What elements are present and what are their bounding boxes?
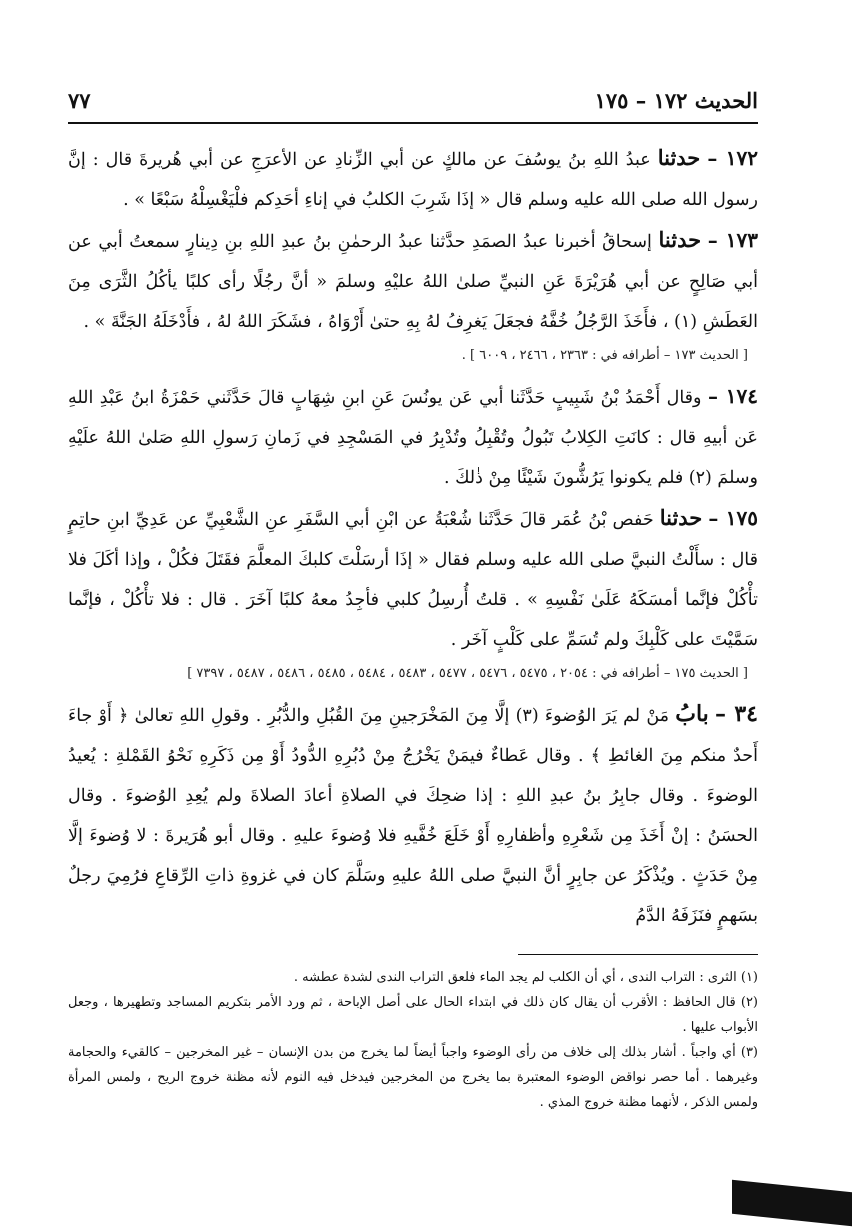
page-number: ٧٧	[68, 87, 91, 113]
footnote-1: (١) الثرى : التراب الندى ، أي أن الكلب لم يجد الماء فلعق التراب الندى لشدة عطشه .	[293, 970, 758, 985]
hadith-number: ١٧٥ –	[708, 506, 758, 530]
hadith-175	[68, 498, 758, 660]
scan-corner-mark	[732, 1180, 852, 1227]
running-title: الحديث ١٧٢ – ١٧٥	[594, 87, 758, 113]
footnote-2: (٢) قال الحافظ : الأقرب أن يقال كان ذلك في ابتداء الحال على أصل الإباحة ، ثم ورد الأمر بتكريم المساجد وتطهيرها ، وجعل الأبواب عليها .	[68, 995, 758, 1035]
hadith-number: ١٧٢ –	[707, 146, 758, 170]
hadith-text: عبدُ اللهِ بنُ يوسُفَ عن مالكٍ عن أبي الزِّنادِ عن الأعرَجِ عن أبي هُريرةَ قال : إنَّ رسول الله صلى الله عليه وسلم قال « إذَا شَرِبَ الكلبُ في إناءِ أحَدِكم فلْيَغْسِلْهُ سَبْعًا » .	[68, 150, 758, 210]
hadith-cross-reference: [ الحديث ١٧٥ – أطرافه في : ٢٠٥٤ ، ٥٤٧٥ ، ٥٤٧٦ ، ٥٤٧٧ ، ٥٤٨٣ ، ٥٤٨٤ ، ٥٤٨٥ ، ٥٤٨٦ ، ٥٤٨٧ ، ٧٣٩٧ ]	[187, 666, 748, 681]
hadith-cross-reference: [ الحديث ١٧٣ – أطرافه في : ٢٣٦٣ ، ٢٤٦٦ ، ٦٠٠٩ ] .	[461, 348, 748, 363]
hadith-text: حَفص بْنُ عُمَر قالَ حَدَّثَنا شُعْبَةُ عن ابْنِ أبي السَّفَرِ عنِ الشَّعْبِيِّ عن عَدِيِّ ابنِ حاتِمٍ قال : سأَلْتُ النبيَّ صلى الله عليه وسلم فقال « إذَا أرسَلْتَ كلبكَ المعلَّمَ فقَتَلَ فكُلْ ، وإذا أكَلَ فلا تأْكُلْ فإنَّما أمسَكَهُ عَلَىٰ نَفْسِهِ » . قلتُ أُرسِلُ كلبي فأجِدُ معهُ كلبًا آخَرَ . قال : فلا تأْكُلْ ، فإنَّما سَمَّيْتَ على كَلْبِكَ ولم تُسَمِّ على كَلْبٍ آخَر .	[68, 510, 758, 650]
chapter-keyword: بابُ	[675, 701, 709, 727]
footnote-3: (٣) أي واجباً . أشار بذلك إلى خلاف من رأى الوضوء واجباً أيضاً لما يخرج من بدن الإنسان – غير المخرجين – كالقيء والحجامة وغيرهما . أما حصر نواقض الوضوء المعتبرة بما يخرج من المخرجين فيدخل فيه النوم لأنه مظنة خروج الريح ، ولمس المرأة ولمس الذكر ، لأنهما مظنة خروج المذي .	[68, 1045, 758, 1110]
hadith-text: إسحاقُ أخبرنا عبدُ الصمَدِ حدَّثنا عبدُ الرحمٰنِ بنُ عبدِ اللهِ بنِ دِينارٍ سمعتُ أبي عن أبي صَالِحٍ عن أبي هُرَيْرَةَ عَنِ النبيِّ صلىٰ اللهُ عليْهِ وسلمَ « أنَّ رجُلًا رأى كلبًا يأكُلُ الثَّرَى مِنَ العَطَشِ (١) ، فأَخَذَ الرَّجُلُ خُفَّهُ فجعَلَ يَغرِفُ لهُ بِهِ حتىٰ أَرْوَاهُ ، فشَكَرَ اللهُ لهُ ، فأَدْخَلَهُ الجَنَّةَ » .	[68, 232, 758, 332]
hadith-173	[68, 220, 758, 342]
hadith-keyword: حدثنا	[659, 505, 703, 530]
book-page	[68, 78, 758, 1115]
footnote-divider	[518, 954, 758, 955]
hadith-172	[68, 138, 758, 220]
chapter-number: ٣٤ –	[715, 701, 758, 727]
hadith-keyword: حدثنا	[657, 145, 701, 170]
hadith-174	[68, 376, 758, 498]
page-header	[68, 78, 758, 124]
chapter-34	[68, 694, 758, 936]
hadith-keyword: حدثنا	[658, 227, 702, 252]
hadith-number: ١٧٣ –	[707, 228, 758, 252]
chapter-text: مَنْ لم يَرَ الوُضوءَ (٣) إلَّا مِنَ المَخْرَجينِ مِنَ القُبُلِ والدُّبُرِ . وقولِ اللهِ تعالىٰ ﴿ أَوْ جاءَ أَحدٌ منكم مِنَ الغائطِ ﴾ . وقال عَطاءٌ فيمَنْ يَخْرُجُ مِنْ دُبُرِهِ الدُّودُ أَوْ مِن ذَكَرِهِ نَحْوُ القَمْلةِ : يُعيدُ الوضوءَ . وقال جابِرُ بنُ عبدِ اللهِ : إذا ضحِكَ في الصلاةِ أعادَ الصلاةَ ولم يُعِدِ الوُضوءَ . وقال الحسَنُ : إنْ أَخَذَ مِن شَعْرِهِ وأظفارِهِ أَوْ خَلَعَ خُفَّيهِ فلا وُضوءَ عليهِ . وقال أبو هُرَيرةَ : لا وُضوءَ إلَّا مِنْ حَدَثٍ . ويُذْكَرُ عن جابِرٍ أنَّ النبيَّ صلى اللهُ عليهِ وسَلَّمَ كان في غزوةِ ذاتِ الرِّقاعِ فرُمِيَ رجلٌ بسَهمٍ فنَزَفَهُ الدَّمُ	[68, 706, 758, 926]
hadith-text: وقال أَحْمَدُ بْنُ شَبِيبٍ حَدَّثَنا أبي عَن يونُسَ عَنِ ابنِ شِهَابٍ قالَ حَدَّثَني حَمْزَةُ ابنُ عَبْدِ اللهِ عَن أبيهِ قال : كانَتِ الكِلابُ تَبُولُ وتُقْبِلُ وتُدْبِرُ في المَسْجِدِ في زَمانِ رَسولِ اللهِ صَلىٰ اللهُ علَيْهِ وسلمَ (٢) فلم يكونوا يَرُشُّونَ شَيْئًا مِنْ ذٰلكَ .	[68, 388, 758, 488]
hadith-number: ١٧٤ –	[707, 384, 758, 408]
